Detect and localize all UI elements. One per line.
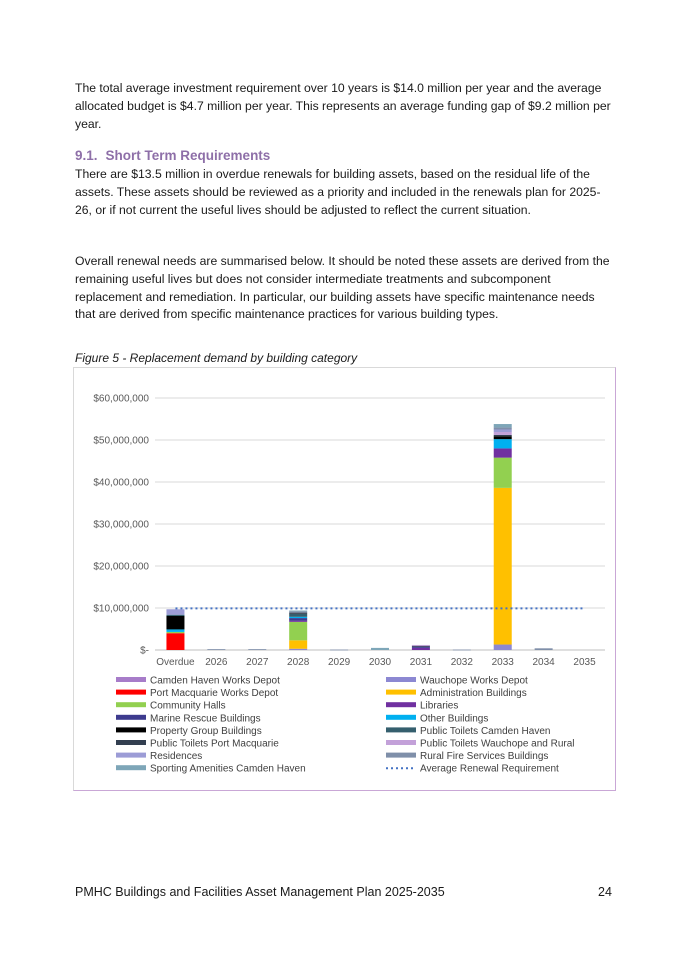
- legend-swatch-13: [386, 753, 416, 758]
- legend-label-14: Sporting Amenities Camden Haven: [150, 763, 306, 775]
- legend-label-1: Wauchope Works Depot: [420, 675, 528, 687]
- y-tick-label-0: $-: [140, 645, 149, 657]
- legend-label-8: Property Group Buildings: [150, 725, 262, 737]
- legend-swatch-3: [386, 690, 416, 695]
- legend-label-10: Public Toilets Port Macquarie: [150, 738, 279, 750]
- intro-paragraph: The total average investment requirement over 10 years is $14.0 million per year and the average allocated budget is $4.7 million per year. This represents an average funding gap of $9.2 million per year.: [75, 81, 611, 131]
- x-tick-label-8: 2033: [491, 657, 514, 668]
- bar-segment-8-14: [494, 424, 512, 427]
- legend-swatch-6: [116, 715, 146, 720]
- x-tick-label-6: 2031: [409, 657, 433, 668]
- y-tick-label-1: $10,000,000: [93, 603, 149, 615]
- bar-segment-5-14: [371, 648, 389, 650]
- bar-segment-6-5: [412, 648, 430, 650]
- bar-segment-0-4: [166, 632, 184, 633]
- bar-segment-3-4: [289, 622, 307, 640]
- bar-segment-8-7: [494, 439, 512, 448]
- section-title: Short Term Requirements: [105, 148, 271, 163]
- figure-caption: Figure 5 - Replacement demand by building category: [75, 351, 358, 365]
- bar-segment-8-13: [494, 427, 512, 429]
- bar-segment-0-7: [166, 629, 184, 632]
- chart-container: [73, 367, 616, 791]
- legend-label-0: Camden Haven Works Depot: [150, 675, 280, 687]
- x-tick-label-7: 2032: [450, 657, 473, 668]
- footer-title: PMHC Buildings and Facilities Asset Management Plan 2025-2035: [75, 885, 445, 899]
- x-tick-label-2: 2027: [246, 657, 269, 668]
- bar-segment-8-11: [494, 432, 512, 435]
- x-tick-label-0: Overdue: [156, 657, 195, 668]
- bar-segment-3-7: [289, 617, 307, 618]
- legend-swatch-12: [116, 753, 146, 758]
- x-tick-label-4: 2029: [327, 657, 351, 668]
- x-tick-label-1: 2026: [205, 657, 228, 668]
- legend-swatch-11: [386, 740, 416, 745]
- section-number: 9.1.: [75, 148, 98, 163]
- bar-segment-0-8: [166, 616, 184, 629]
- bar-segment-0-2: [166, 633, 184, 650]
- bar-segment-3-6: [289, 618, 307, 621]
- bar-segment-8-5: [494, 448, 512, 457]
- legend-swatch-5: [386, 702, 416, 707]
- legend-swatch-7: [386, 715, 416, 720]
- legend-swatch-10: [116, 740, 146, 745]
- legend-swatch-0: [116, 677, 146, 682]
- legend-swatch-4: [116, 702, 146, 707]
- page-number: 24: [598, 885, 612, 899]
- legend-label-7: Other Buildings: [420, 713, 489, 725]
- y-tick-label-5: $50,000,000: [93, 435, 149, 447]
- bar-segment-7-13: [453, 650, 471, 651]
- legend-label-12: Residences: [150, 751, 203, 763]
- x-tick-label-10: 2035: [573, 657, 596, 668]
- bar-segment-3-10: [289, 613, 307, 614]
- bar-segment-8-12: [494, 430, 512, 433]
- legend-label-3: Administration Buildings: [420, 688, 527, 700]
- legend-swatch-2: [116, 690, 146, 695]
- legend-label-15: Average Renewal Requirement: [420, 763, 559, 775]
- y-tick-label-3: $30,000,000: [93, 519, 149, 531]
- replacement-demand-chart: [74, 368, 617, 792]
- bar-segment-3-5: [289, 621, 307, 622]
- bar-segment-8-4: [494, 458, 512, 488]
- bar-segment-6-10: [412, 646, 430, 647]
- y-tick-label-6: $60,000,000: [93, 393, 149, 405]
- section-heading: [75, 148, 270, 163]
- legend-swatch-8: [116, 727, 146, 732]
- legend-label-5: Libraries: [420, 700, 459, 712]
- bar-segment-3-3: [289, 640, 307, 648]
- x-tick-label-5: 2030: [368, 657, 392, 668]
- x-tick-label-9: 2034: [532, 657, 555, 668]
- bar-segment-1-13: [207, 649, 225, 650]
- bar-segment-4-13: [330, 650, 348, 651]
- legend-label-4: Community Halls: [150, 700, 226, 712]
- bar-segment-8-1: [494, 645, 512, 650]
- legend-label-13: Rural Fire Services Buildings: [420, 751, 549, 763]
- legend-label-6: Marine Rescue Buildings: [150, 713, 261, 725]
- bar-segment-6-6: [412, 647, 430, 648]
- bar-segment-8-10: [494, 435, 512, 436]
- bar-segment-3-1: [289, 649, 307, 650]
- bar-segment-0-9: [166, 615, 184, 616]
- legend-label-9: Public Toilets Camden Haven: [420, 725, 551, 737]
- bar-segment-8-3: [494, 488, 512, 645]
- legend-swatch-9: [386, 727, 416, 732]
- legend-label-2: Port Macquarie Works Depot: [150, 688, 279, 700]
- y-tick-label-2: $20,000,000: [93, 561, 149, 573]
- overdue-paragraph: There are $13.5 million in overdue renewals for building assets, based on the residual life of the assets. These assets should be reviewed as a priority and included in the renewals plan for 2025-26, or if not current the useful lives should be adjusted to reflect the current situation.: [75, 167, 601, 217]
- bar-segment-3-14: [289, 611, 307, 612]
- x-tick-label-3: 2028: [287, 657, 310, 668]
- bar-segment-3-13: [289, 611, 307, 612]
- bar-segment-2-13: [248, 649, 266, 650]
- bar-segment-9-13: [535, 648, 553, 650]
- legend-swatch-14: [116, 765, 146, 770]
- bar-segment-0-12: [166, 609, 184, 614]
- bar-segment-8-8: [494, 436, 512, 439]
- renewal-needs-paragraph: Overall renewal needs are summarised below. It should be noted these assets are derived from the remaining useful lives but does not consider intermediate treatments and subcomponent replacement and remediation. In particular, our building assets have specific maintenance needs that are derived from specific maintenance practices for various building types.: [75, 254, 610, 322]
- legend-swatch-1: [386, 677, 416, 682]
- legend-label-11: Public Toilets Wauchope and Rural: [420, 738, 575, 750]
- y-tick-label-4: $40,000,000: [93, 477, 149, 489]
- bar-segment-3-9: [289, 614, 307, 617]
- bar-segment-6-11: [412, 645, 430, 646]
